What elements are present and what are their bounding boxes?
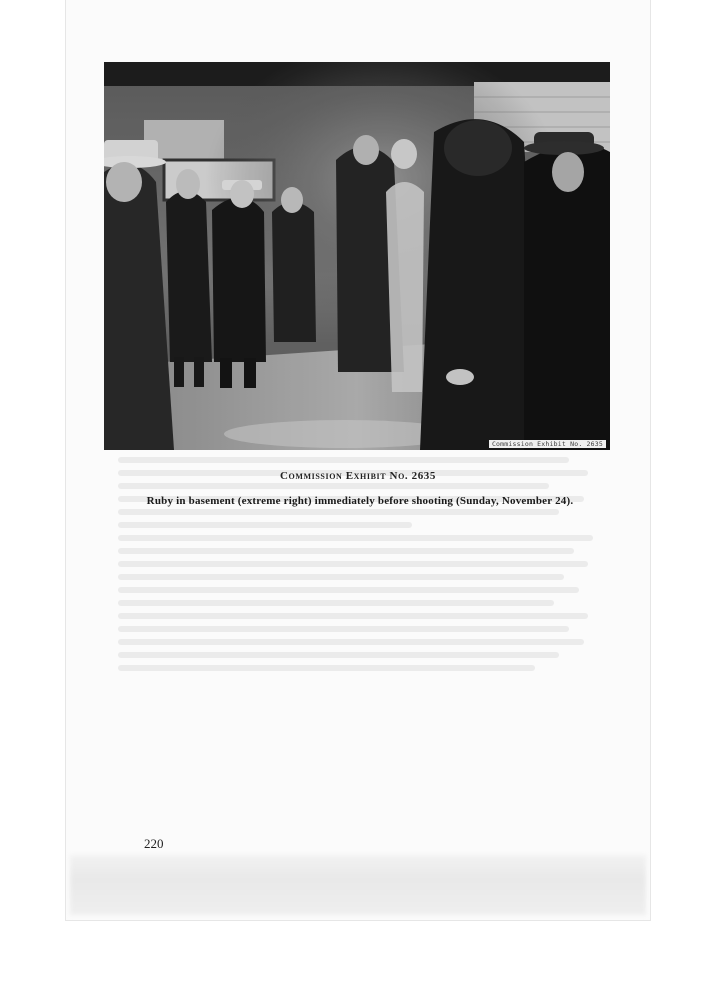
photo-caption: Ruby in basement (extreme right) immediately before shooting (Sunday, November 24).: [146, 495, 574, 507]
scan-shadow: [70, 855, 646, 915]
basement-photo: [104, 62, 610, 450]
page-number: 220: [144, 836, 164, 851]
exhibit-title: Commission Exhibit No. 2635: [280, 470, 436, 482]
photo-exhibit-label: Commission Exhibit No. 2635: [489, 440, 606, 448]
show-through-text: [118, 450, 608, 830]
photo-image: [104, 62, 610, 450]
